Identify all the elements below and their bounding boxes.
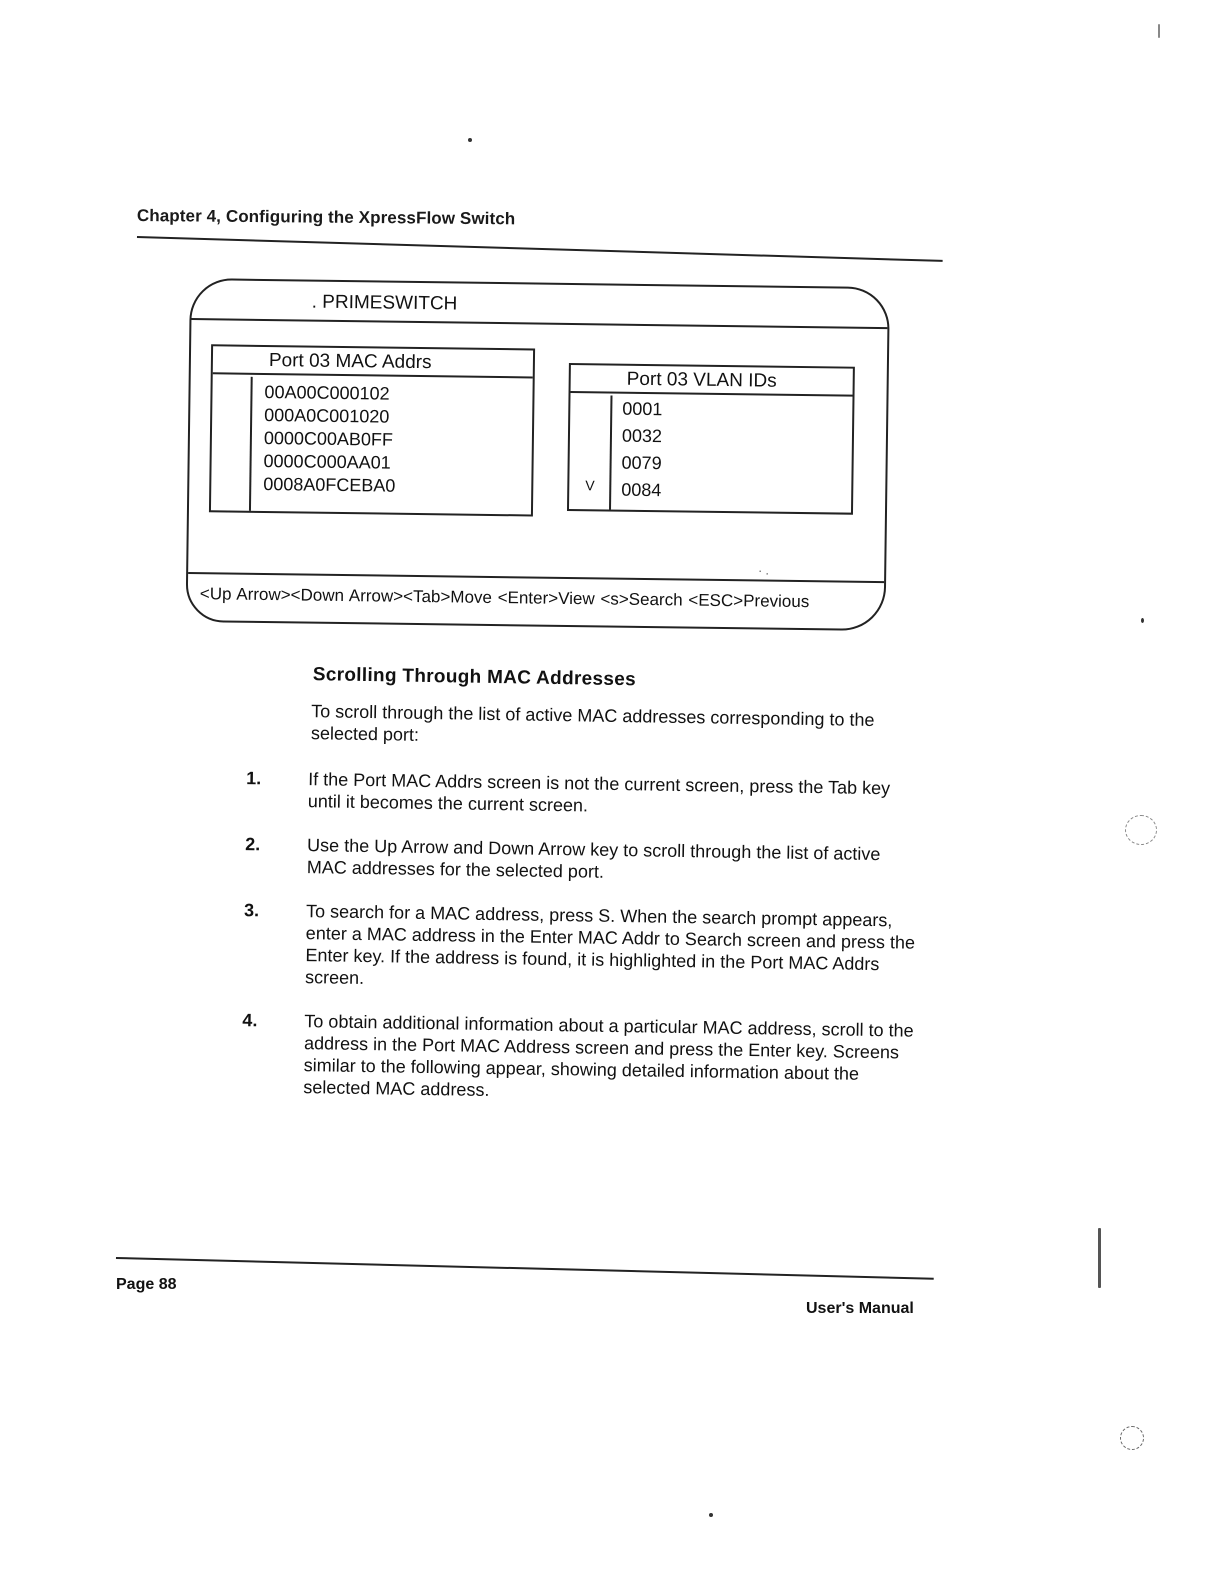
- step-text: To search for a MAC address, press S. When the search prompt appears, enter a MAC address in the Enter MAC Addr to Search screen and press the Enter key. If the address is found, it is highlighted in the Port MAC Addrs screen.: [304, 901, 916, 989]
- mac-address-item[interactable]: 0000C00AB0FF: [263, 427, 394, 450]
- step-item: [243, 900, 918, 998]
- key-help-bar: <Up Arrow><Down Arrow><Tab>Move <Enter>View <s>Search <ESC>Previous: [199, 584, 810, 612]
- step-number: 4.: [242, 1010, 258, 1031]
- manual-name: User's Manual: [806, 1300, 914, 1317]
- scan-speck: [1120, 1426, 1144, 1450]
- mac-address-item[interactable]: 00A00C000102: [264, 381, 390, 404]
- mac-panel-title: Port 03 MAC Addrs: [213, 346, 533, 378]
- page-number: Page 88: [116, 1276, 177, 1293]
- mac-address-list: [263, 381, 397, 498]
- mac-address-item[interactable]: 000A0C001020: [264, 404, 390, 427]
- vlan-id-item[interactable]: 0079: [621, 452, 662, 474]
- section-content: [242, 664, 922, 1130]
- chapter-header: Chapter 4, Configuring the XpressFlow Switch: [136, 206, 516, 229]
- scan-speck: [1098, 1228, 1101, 1288]
- scan-speck: [1158, 24, 1160, 38]
- mac-address-item[interactable]: 0008A0FCEBA0: [263, 473, 396, 496]
- screen-title: . PRIMESWITCH: [311, 291, 458, 315]
- step-item: [246, 768, 921, 822]
- step-text: To obtain additional information about a particular MAC address, scroll to the address in the Port MAC Address screen and press the Enter key. Screens similar to the following appear, showing detailed information about the selected MAC address.: [303, 1011, 914, 1100]
- terminal-screen: [185, 278, 889, 631]
- vlan-id-list: [621, 396, 662, 505]
- vlan-ids-panel[interactable]: [567, 363, 855, 515]
- scroll-down-indicator: V: [585, 477, 595, 494]
- vlan-id-item[interactable]: 0084: [621, 479, 662, 501]
- vlan-id-item[interactable]: 0001: [622, 398, 663, 420]
- mac-panel-column-divider: [249, 377, 253, 511]
- step-number: 1.: [246, 768, 262, 789]
- mac-address-item[interactable]: 0000C000AA01: [263, 450, 391, 473]
- scan-speck: [709, 1513, 713, 1517]
- status-divider: [188, 572, 884, 583]
- step-list: [242, 768, 920, 1108]
- step-number: 2.: [245, 834, 261, 855]
- section-title: Scrolling Through MAC Addresses: [312, 664, 637, 691]
- section-intro: To scroll through the list of active MAC addresses corresponding to the selected port:: [310, 701, 875, 745]
- step-text: Use the Up Arrow and Down Arrow key to scroll through the list of active MAC addresses for the selected port.: [306, 835, 881, 882]
- mac-panel-body: [211, 376, 533, 514]
- vlan-panel-column-divider: [609, 396, 612, 510]
- scan-speck: [468, 138, 472, 142]
- step-item: [242, 1010, 916, 1108]
- vlan-id-item[interactable]: 0032: [621, 425, 663, 447]
- step-item: [245, 834, 920, 888]
- step-text: If the Port MAC Addrs screen is not the current screen, press the Tab key until it becomes the current screen.: [307, 769, 891, 816]
- scan-speck: [1125, 815, 1157, 845]
- footer-rule: [116, 1257, 934, 1280]
- scan-speck: [1141, 618, 1144, 623]
- vlan-panel-body: [569, 395, 852, 513]
- header-rule: [137, 236, 943, 262]
- vlan-panel-title: Port 03 VLAN IDs: [571, 365, 853, 397]
- title-divider: [191, 318, 887, 329]
- scan-speckle: · .: [758, 563, 769, 578]
- step-number: 3.: [243, 900, 260, 921]
- mac-addrs-panel[interactable]: [209, 344, 535, 516]
